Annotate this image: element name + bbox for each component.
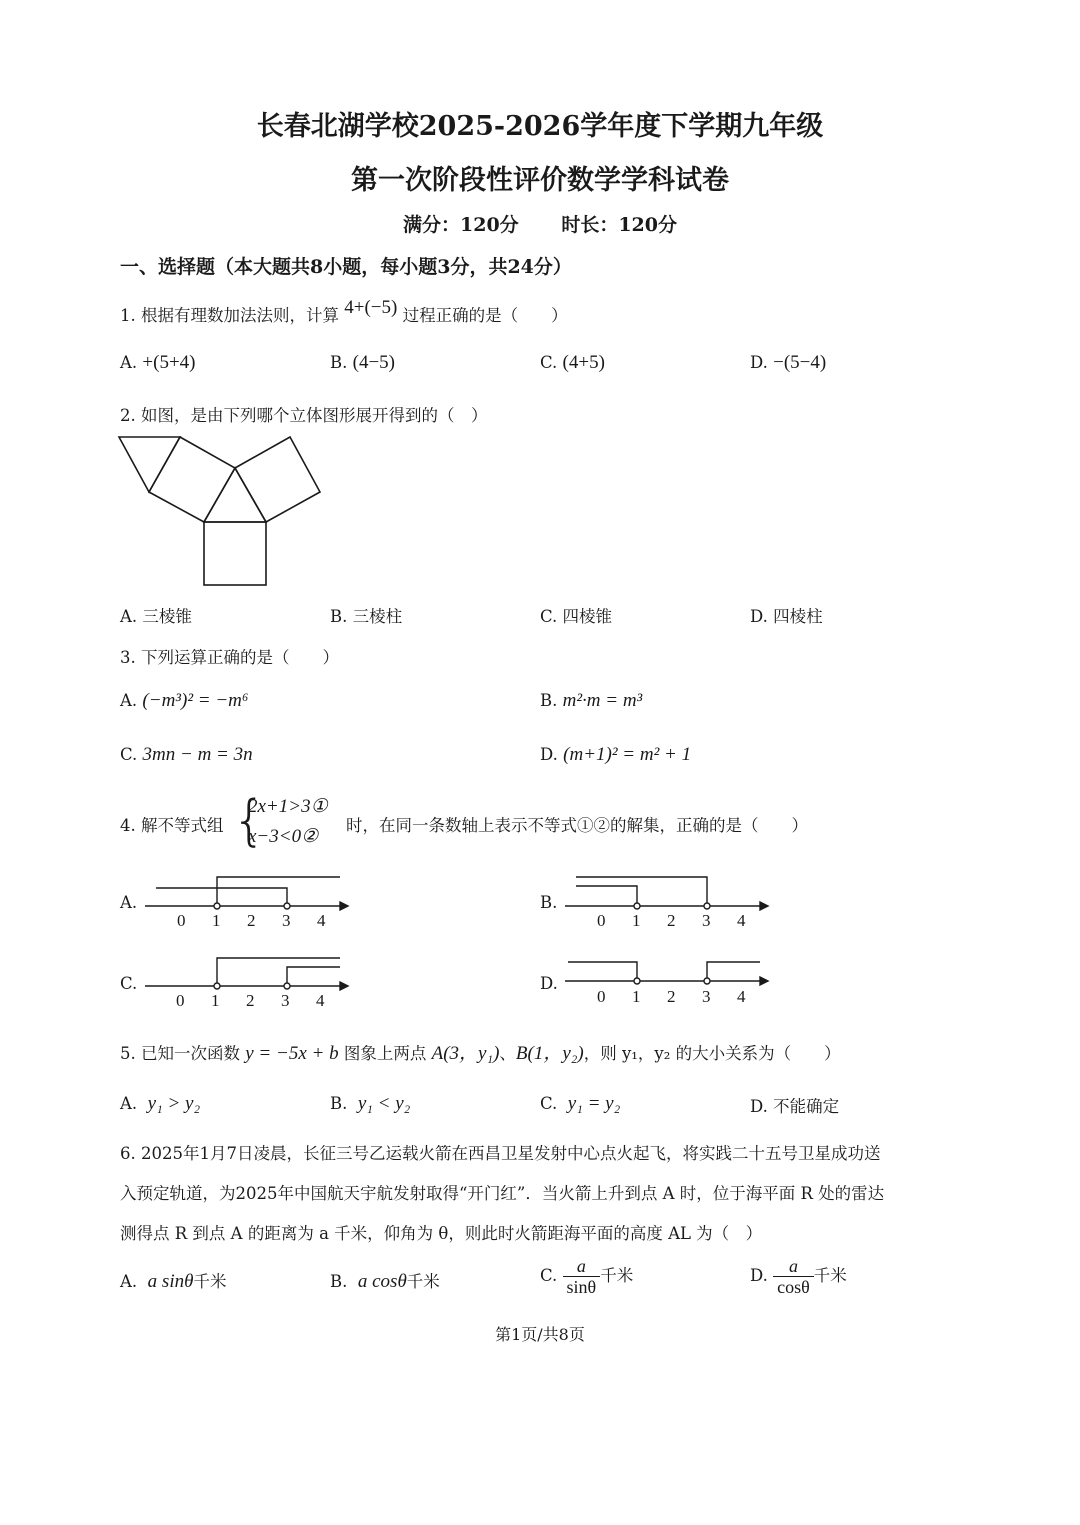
ray-c-right-1: [217, 958, 340, 986]
ray-d-left: [568, 962, 637, 981]
net-square-left-half: [119, 437, 180, 492]
tick-3: 3: [281, 991, 290, 1010]
q1-expression: 4+(−5): [344, 297, 398, 318]
question-5: [120, 1038, 841, 1065]
q1-option-a-value: +(5+4): [142, 352, 196, 373]
q5-function: y = −5x + b: [245, 1043, 339, 1064]
open-point-b-1: [634, 903, 640, 909]
q1-option-d-value: −(5−4): [773, 352, 827, 373]
q1-option-b-value: (4−5): [352, 352, 395, 373]
question-1: [120, 297, 568, 327]
q5-prefix: 5. 已知一次函数: [120, 1044, 240, 1063]
q5-option-a: [120, 1093, 200, 1115]
arrow-d: [760, 977, 768, 985]
number-line-d: [560, 950, 775, 1014]
q5-option-b-label: B.: [330, 1094, 348, 1113]
tick-2: 2: [246, 991, 255, 1010]
page-footer: 第1页/共8页: [495, 1325, 585, 1344]
q5-point-b: B(1，y₂): [515, 1043, 584, 1064]
q5-option-c: [540, 1093, 620, 1115]
q2-option-d: D. 四棱柱: [750, 607, 823, 626]
fraction-denominator: sinθ: [566, 1277, 597, 1297]
number-line-b: [560, 868, 775, 932]
q3-option-d-value: (m+1)² = m² + 1: [563, 744, 692, 765]
q5-option-d-label: D.: [750, 1097, 768, 1116]
q3-option-c: [120, 744, 253, 766]
q6-option-d-unit: 千米: [813, 1266, 847, 1285]
q5-option-d: [750, 1093, 839, 1117]
tick-4: 4: [737, 911, 746, 930]
q6-option-a: [120, 1268, 226, 1293]
q3-option-a-label: A.: [120, 691, 138, 710]
arrow-a: [340, 902, 348, 910]
q5-option-c-value: y₁ = y₂: [567, 1093, 621, 1114]
tick-1: 1: [211, 991, 220, 1010]
exam-title-line2: 第一次阶段性评价数学学科试卷: [351, 165, 729, 196]
q6-line-1: 6. 2025年1月7日凌晨，长征三号乙运载火箭在西昌卫星发射中心点火起飞，将实践二十五号卫星成功送: [120, 1144, 881, 1163]
tick-0: 0: [597, 987, 606, 1006]
ray-d-right: [707, 962, 760, 981]
q5-option-a-label: A.: [120, 1094, 138, 1113]
fraction-denominator: cosθ: [777, 1277, 810, 1297]
q5-mid: 图象上两点: [343, 1044, 427, 1063]
open-point-a-1: [214, 903, 220, 909]
arrow-c: [340, 982, 348, 990]
q5-point-a: A(3，y₁): [431, 1043, 500, 1064]
q4-option-a-label: A.: [120, 893, 138, 912]
ray-a-left: [156, 888, 287, 906]
q3-option-b-label: B.: [540, 691, 558, 710]
q3-option-d: [540, 744, 691, 766]
q5-option-b-value: y₁ < y₂: [357, 1093, 411, 1114]
q4-suffix: 时，在同一条数轴上表示不等式①②的解集，正确的是（ ）: [346, 816, 808, 835]
q6-option-b-value: a cosθ: [357, 1271, 407, 1292]
open-point-b-3: [704, 903, 710, 909]
duration: 时长：120分: [561, 214, 677, 236]
q5-suffix: ，则 y₁，y₂ 的大小关系为（ ）: [583, 1044, 841, 1063]
q5-option-a-value: y₁ > y₂: [147, 1093, 201, 1114]
q5-option-c-label: C.: [540, 1094, 558, 1113]
q3-option-d-label: D.: [540, 745, 558, 764]
q1-prefix: 1. 根据有理数加法法则，计算: [120, 306, 339, 325]
q6-option-d-label: D.: [750, 1266, 768, 1285]
open-point-c-1: [214, 983, 220, 989]
q1-option-a: [120, 352, 196, 374]
net-triangle-center: [204, 468, 266, 522]
net-square-left: [149, 437, 235, 522]
net-square-right: [235, 437, 320, 522]
tick-4: 4: [317, 911, 326, 930]
exam-title-line1: 长春北湖学校2025-2026学年度下学期九年级: [256, 111, 824, 142]
number-line-a: [140, 868, 355, 932]
section-heading: 一、选择题（本大题共8小题，每小题3分，共24分）: [120, 256, 572, 278]
tick-0: 0: [177, 911, 186, 930]
q3-option-b: [540, 690, 642, 712]
fraction-numerator: a: [563, 1256, 601, 1277]
q1-option-c-label: C.: [540, 353, 558, 372]
q6-option-b-label: B.: [330, 1272, 348, 1291]
q6-line-2: 入预定轨道，为2025年中国航天宇航发射取得“开门红”．当火箭上升到点 A 时，位于海平面 R 处的雷达: [120, 1184, 885, 1203]
q6-line-3: 测得点 R 到点 A 的距离为 a 千米，仰角为 θ，则此时火箭距海平面的高度 AL 为（ ）: [120, 1224, 763, 1243]
tick-1: 1: [212, 911, 221, 930]
q6-option-a-unit: 千米: [193, 1272, 227, 1291]
exam-meta: [0, 210, 1080, 237]
inequality-2: x−3<0②: [248, 826, 319, 847]
tick-4: 4: [737, 987, 746, 1006]
q4-option-b-label: B.: [540, 893, 558, 912]
inequality-1: 2x+1>3①: [248, 796, 328, 817]
q4-option-d-label: D.: [540, 974, 558, 993]
ray-c-right-3: [287, 967, 340, 986]
q6-option-c-label: C.: [540, 1266, 558, 1285]
q1-option-b: [330, 352, 395, 374]
q6-option-c-unit: 千米: [600, 1266, 634, 1285]
net-diagram: [115, 432, 330, 592]
tick-1: 1: [632, 987, 641, 1006]
q5-option-b: [330, 1093, 410, 1115]
tick-2: 2: [247, 911, 256, 930]
q2-option-a: A. 三棱锥: [120, 607, 192, 626]
q1-suffix: 过程正确的是（ ）: [402, 306, 568, 325]
tick-0: 0: [597, 911, 606, 930]
number-line-c: [140, 950, 355, 1014]
question-3: 3. 下列运算正确的是（ ）: [120, 648, 339, 667]
open-point-a-3: [284, 903, 290, 909]
q6-option-d-fraction: [773, 1256, 814, 1297]
tick-2: 2: [667, 911, 676, 930]
q6-option-a-label: A.: [120, 1272, 138, 1291]
q6-option-c-fraction: [563, 1256, 601, 1297]
tick-3: 3: [702, 911, 711, 930]
q1-option-c-value: (4+5): [562, 352, 605, 373]
open-point-d-1: [634, 978, 640, 984]
net-square-bottom: [204, 522, 266, 585]
full-score: 满分：120分: [403, 214, 519, 236]
q3-option-c-value: 3mn − m = 3n: [142, 744, 253, 765]
q2-option-b: B. 三棱柱: [330, 607, 403, 626]
q3-option-c-label: C.: [120, 745, 138, 764]
q5-separator: 、: [499, 1044, 516, 1063]
q4-prefix: 4. 解不等式组: [120, 816, 224, 835]
open-point-c-3: [284, 983, 290, 989]
arrow-b: [760, 902, 768, 910]
q1-option-c: [540, 352, 605, 374]
ray-b-left-3: [576, 877, 707, 906]
fraction-numerator: a: [773, 1256, 814, 1277]
tick-3: 3: [282, 911, 291, 930]
q3-option-b-value: m²·m = m³: [562, 690, 643, 711]
q6-option-a-value: a sinθ: [147, 1271, 194, 1292]
q1-option-d: [750, 352, 826, 374]
q2-option-c: C. 四棱锥: [540, 607, 613, 626]
q3-option-a: [120, 690, 248, 712]
ray-a-right: [217, 877, 340, 906]
q6-option-b-unit: 千米: [406, 1272, 440, 1291]
q6-option-c: [540, 1256, 633, 1297]
q1-option-b-label: B.: [330, 353, 348, 372]
q6-option-b: [330, 1268, 440, 1293]
tick-0: 0: [176, 991, 185, 1010]
tick-3: 3: [702, 987, 711, 1006]
brace-icon: {: [232, 789, 267, 852]
q5-option-d-value: 不能确定: [773, 1097, 840, 1116]
q6-option-d: [750, 1256, 847, 1297]
tick-4: 4: [316, 991, 325, 1010]
q1-option-d-label: D.: [750, 353, 768, 372]
tick-2: 2: [667, 987, 676, 1006]
q4-option-c-label: C.: [120, 974, 138, 993]
open-point-d-3: [704, 978, 710, 984]
q1-option-a-label: A.: [120, 353, 138, 372]
question-2: 2. 如图，是由下列哪个立体图形展开得到的（ ）: [120, 406, 488, 425]
ray-b-left-1: [576, 886, 637, 906]
tick-1: 1: [632, 911, 641, 930]
q3-option-a-value: (−m³)² = −m⁶: [142, 690, 249, 711]
